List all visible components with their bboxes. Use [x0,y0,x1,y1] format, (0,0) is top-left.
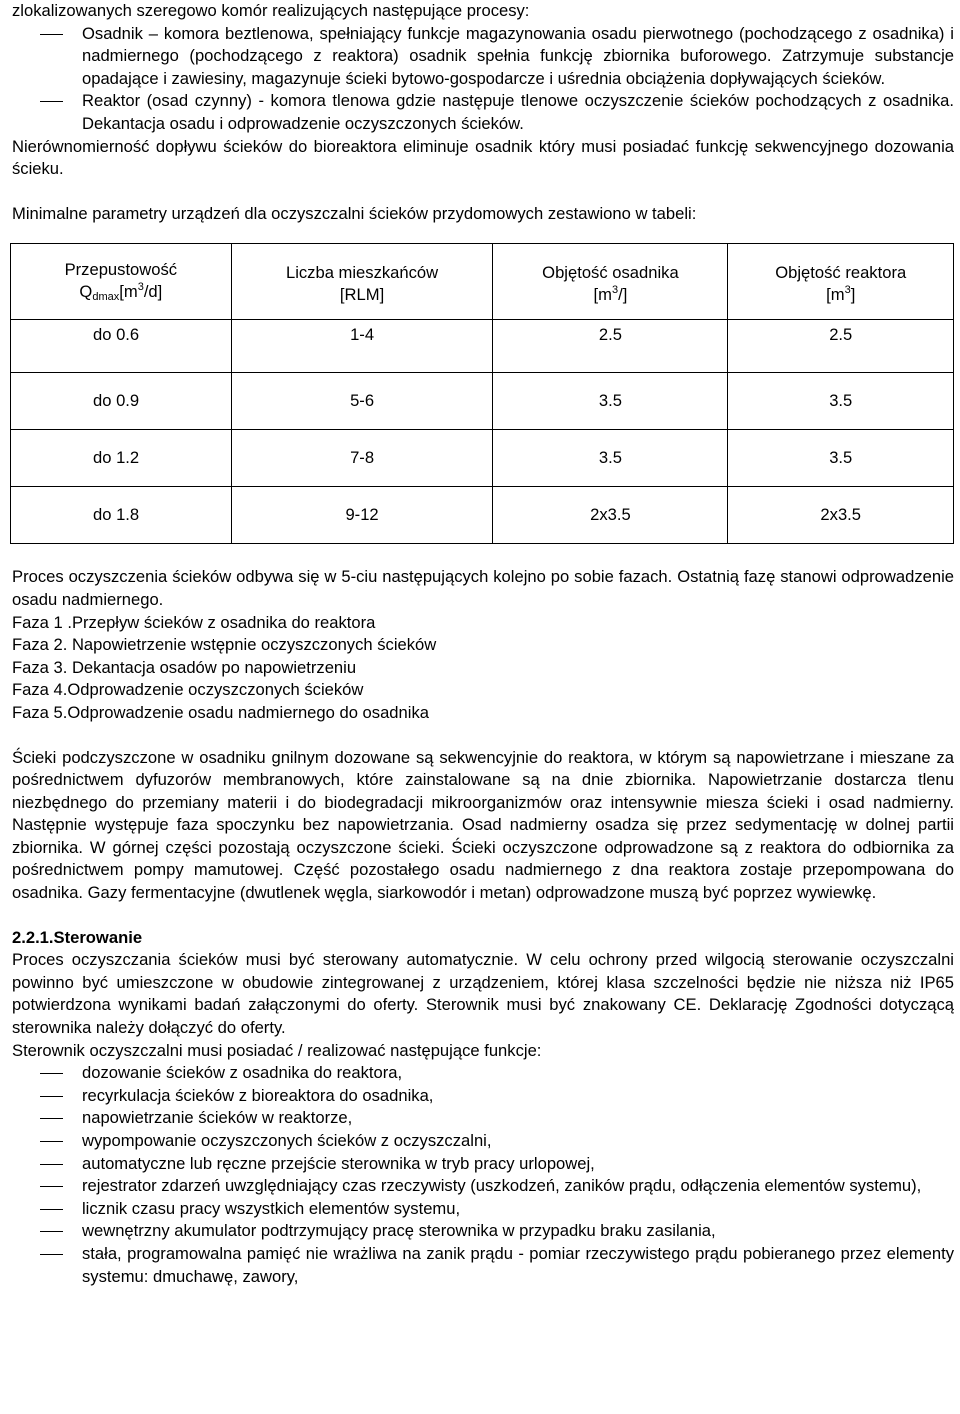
document-page [12,0,954,1288]
dash-bullet [40,1096,63,1097]
function-item: napowietrzanie ścieków w reaktorze, [12,1107,954,1130]
cell-settler-volume: 2.5 [493,320,728,373]
header-reactor-volume: Objętość reaktora $[m^3]$ [728,244,954,320]
intro-text: zlokalizowanych szeregowo komór realizujących następujące procesy: [12,1,530,20]
functions-list [12,1062,954,1288]
header-residents: Liczba mieszkańców [RLM] [231,244,493,320]
dash-bullet [40,1118,63,1119]
phases-list [12,612,954,725]
process-item-text: Osadnik – komora beztlenowa, spełniający funkcje magazynowania osadu pierwotnego (pochodzącego z osadnika) i nadmiernego (pochodzącego z reaktora) osadnik spełnia funkcję zbiornika buforowego. Zatrzymuje substancje opadające i zawiesiny, magazynuje ścieki bytowo-gospodarcze i uśrednia obciążenia dopływających ścieków. [82,23,954,88]
cell-throughput: do 1.8 [11,487,232,544]
nonuniform-paragraph: Nierównomierność dopływu ścieków do bioreaktora eliminuje osadnik który musi posiadać funkcję sekwencyjnego dozowania ścieku. [12,136,954,179]
function-item: automatyczne lub ręczne przejście sterownika w tryb pracy urlopowej, [12,1153,954,1176]
table-header-row [11,244,954,320]
parameters-table [10,243,954,544]
table-row [11,320,954,373]
phase-item: Faza 5.Odprowadzenie osadu nadmiernego do osadnika [12,702,429,722]
control-paragraph: Proces oczyszczania ścieków musi być sterowany automatycznie. W celu ochrony przed wilgocią sterowanie oczyszczalni powinno być umieszczone w obudowie zintegrowanej z urządzeniem, której klasa szczelności będzie nie niższa niż IP65 potwierdzona wynikami badań załączonymi do oferty. Sterownik musi być znakowany CE. Deklarację Zgodności dotyczącą sterownika należy dołączyć do oferty. [12,950,954,1038]
dash-bullet [40,1186,63,1187]
cell-reactor-volume: 2x3.5 [728,487,954,544]
cell-throughput: do 1.2 [11,430,232,487]
phase-item: Faza 2. Napowietrzenie wstępnie oczyszczonych ścieków [12,635,437,655]
table-row [11,430,954,487]
phase-item: Faza 3. Dekantacja osadów po napowietrzeniu [12,657,357,677]
cell-residents: 1-4 [231,320,493,373]
cell-throughput: do 0.9 [11,373,232,430]
process-item-settler [12,23,954,91]
function-item: recyrkulacja ścieków z bioreaktora do osadnika, [12,1085,954,1108]
section-heading: 2.2.1.Sterowanie [12,927,143,947]
cell-reactor-volume: 3.5 [728,373,954,430]
function-item: rejestrator zdarzeń uwzględniający czas rzeczywisty (uszkodzeń, zaników prądu, odłączenia elementów systemu), [12,1175,954,1198]
dash-bullet [40,1231,63,1232]
table-row [11,373,954,430]
cell-settler-volume: 3.5 [493,373,728,430]
phase-item: Faza 1 .Przepływ ścieków z osadnika do reaktora [12,612,376,632]
dash-bullet [40,34,63,35]
process-list [12,23,954,136]
cell-residents: 9-12 [231,487,493,544]
description-paragraph: Ścieki podczyszczone w osadniku gnilnym dozowane są sekwencyjnie do reaktora, w którym są napowietrzane i mieszane za pośrednictwem dyfuzorów membranowych, które zainstalowane są na dnie zbiornika. Napowietrzanie dostarcza tlenu niezbędnego do przemiany materii i do biodegradacji mikroorganizmów oraz intensywnie miesza ścieki i osad nadmierny. Następnie występuje faza spoczynku bez napowietrzania. Osad nadmierny osadza się przez sedymentację w dolnej partii zbiornika. W górnej części pozostają oczyszczone ścieki. Ścieki oczyszczone odprowadzone są z reaktora do odbiornika za pośrednictwem pompy mamutowej. Część pozostałego osadu nadmiernego z dna reaktora zostaje przepompowana do osadnika. Gazy fermentacyjne (dwutlenek węgla, siarkowodór i metan) odprowadzone muszą być poprzez wywiewkę. [12,747,954,903]
table-intro: Minimalne parametry urządzeń dla oczyszczalni ścieków przydomowych zestawiono w tabeli: [12,203,697,223]
cell-throughput: do 0.6 [11,320,232,373]
dash-bullet [40,1141,63,1142]
cell-residents: 7-8 [231,430,493,487]
table-row [11,487,954,544]
cell-reactor-volume: 2.5 [728,320,954,373]
dash-bullet [40,101,63,102]
function-item: wypompowanie oczyszczonych ścieków z oczyszczalni, [12,1130,954,1153]
dash-bullet [40,1164,63,1165]
header-throughput: Przepustowość $Q_{dmax}[m^3/d]$ [11,244,232,320]
dash-bullet [40,1073,63,1074]
dash-bullet [40,1209,63,1210]
function-item: dozowanie ścieków z osadnika do reaktora, [12,1062,954,1085]
function-item: wewnętrzny akumulator podtrzymujący pracę sterownika w przypadku braku zasilania, [12,1220,954,1243]
process-item-reactor [12,90,954,135]
header-settler-volume: Objętość osadnika $[m^3/]$ [493,244,728,320]
function-item: stała, programowalna pamięć nie wrażliwa na zanik prądu - pomiar rzeczywistego prądu pobieranego przez elementy systemu: dmuchawę, zawory, [12,1243,954,1288]
controller-intro: Sterownik oczyszczalni musi posiadać / realizować następujące funkcje: [12,1040,542,1060]
cell-settler-volume: 2x3.5 [493,487,728,544]
cell-reactor-volume: 3.5 [728,430,954,487]
function-item: licznik czasu pracy wszystkich elementów systemu, [12,1198,954,1221]
process-item-text: Reaktor (osad czynny) - komora tlenowa gdzie następuje tlenowe oczyszczenie ścieków pochodzących z osadnika. Dekantacja osadu i odprowadzenie oczyszczonych ścieków. [82,91,954,133]
process-paragraph: Proces oczyszczenia ścieków odbywa się w 5-ciu następujących kolejno po sobie fazach. Ostatnią fazę stanowi odprowadzenie osadu nadmiernego. [12,567,954,609]
cell-residents: 5-6 [231,373,493,430]
phase-item: Faza 4.Odprowadzenie oczyszczonych ścieków [12,680,364,700]
cell-settler-volume: 3.5 [493,430,728,487]
dash-bullet [40,1254,63,1255]
